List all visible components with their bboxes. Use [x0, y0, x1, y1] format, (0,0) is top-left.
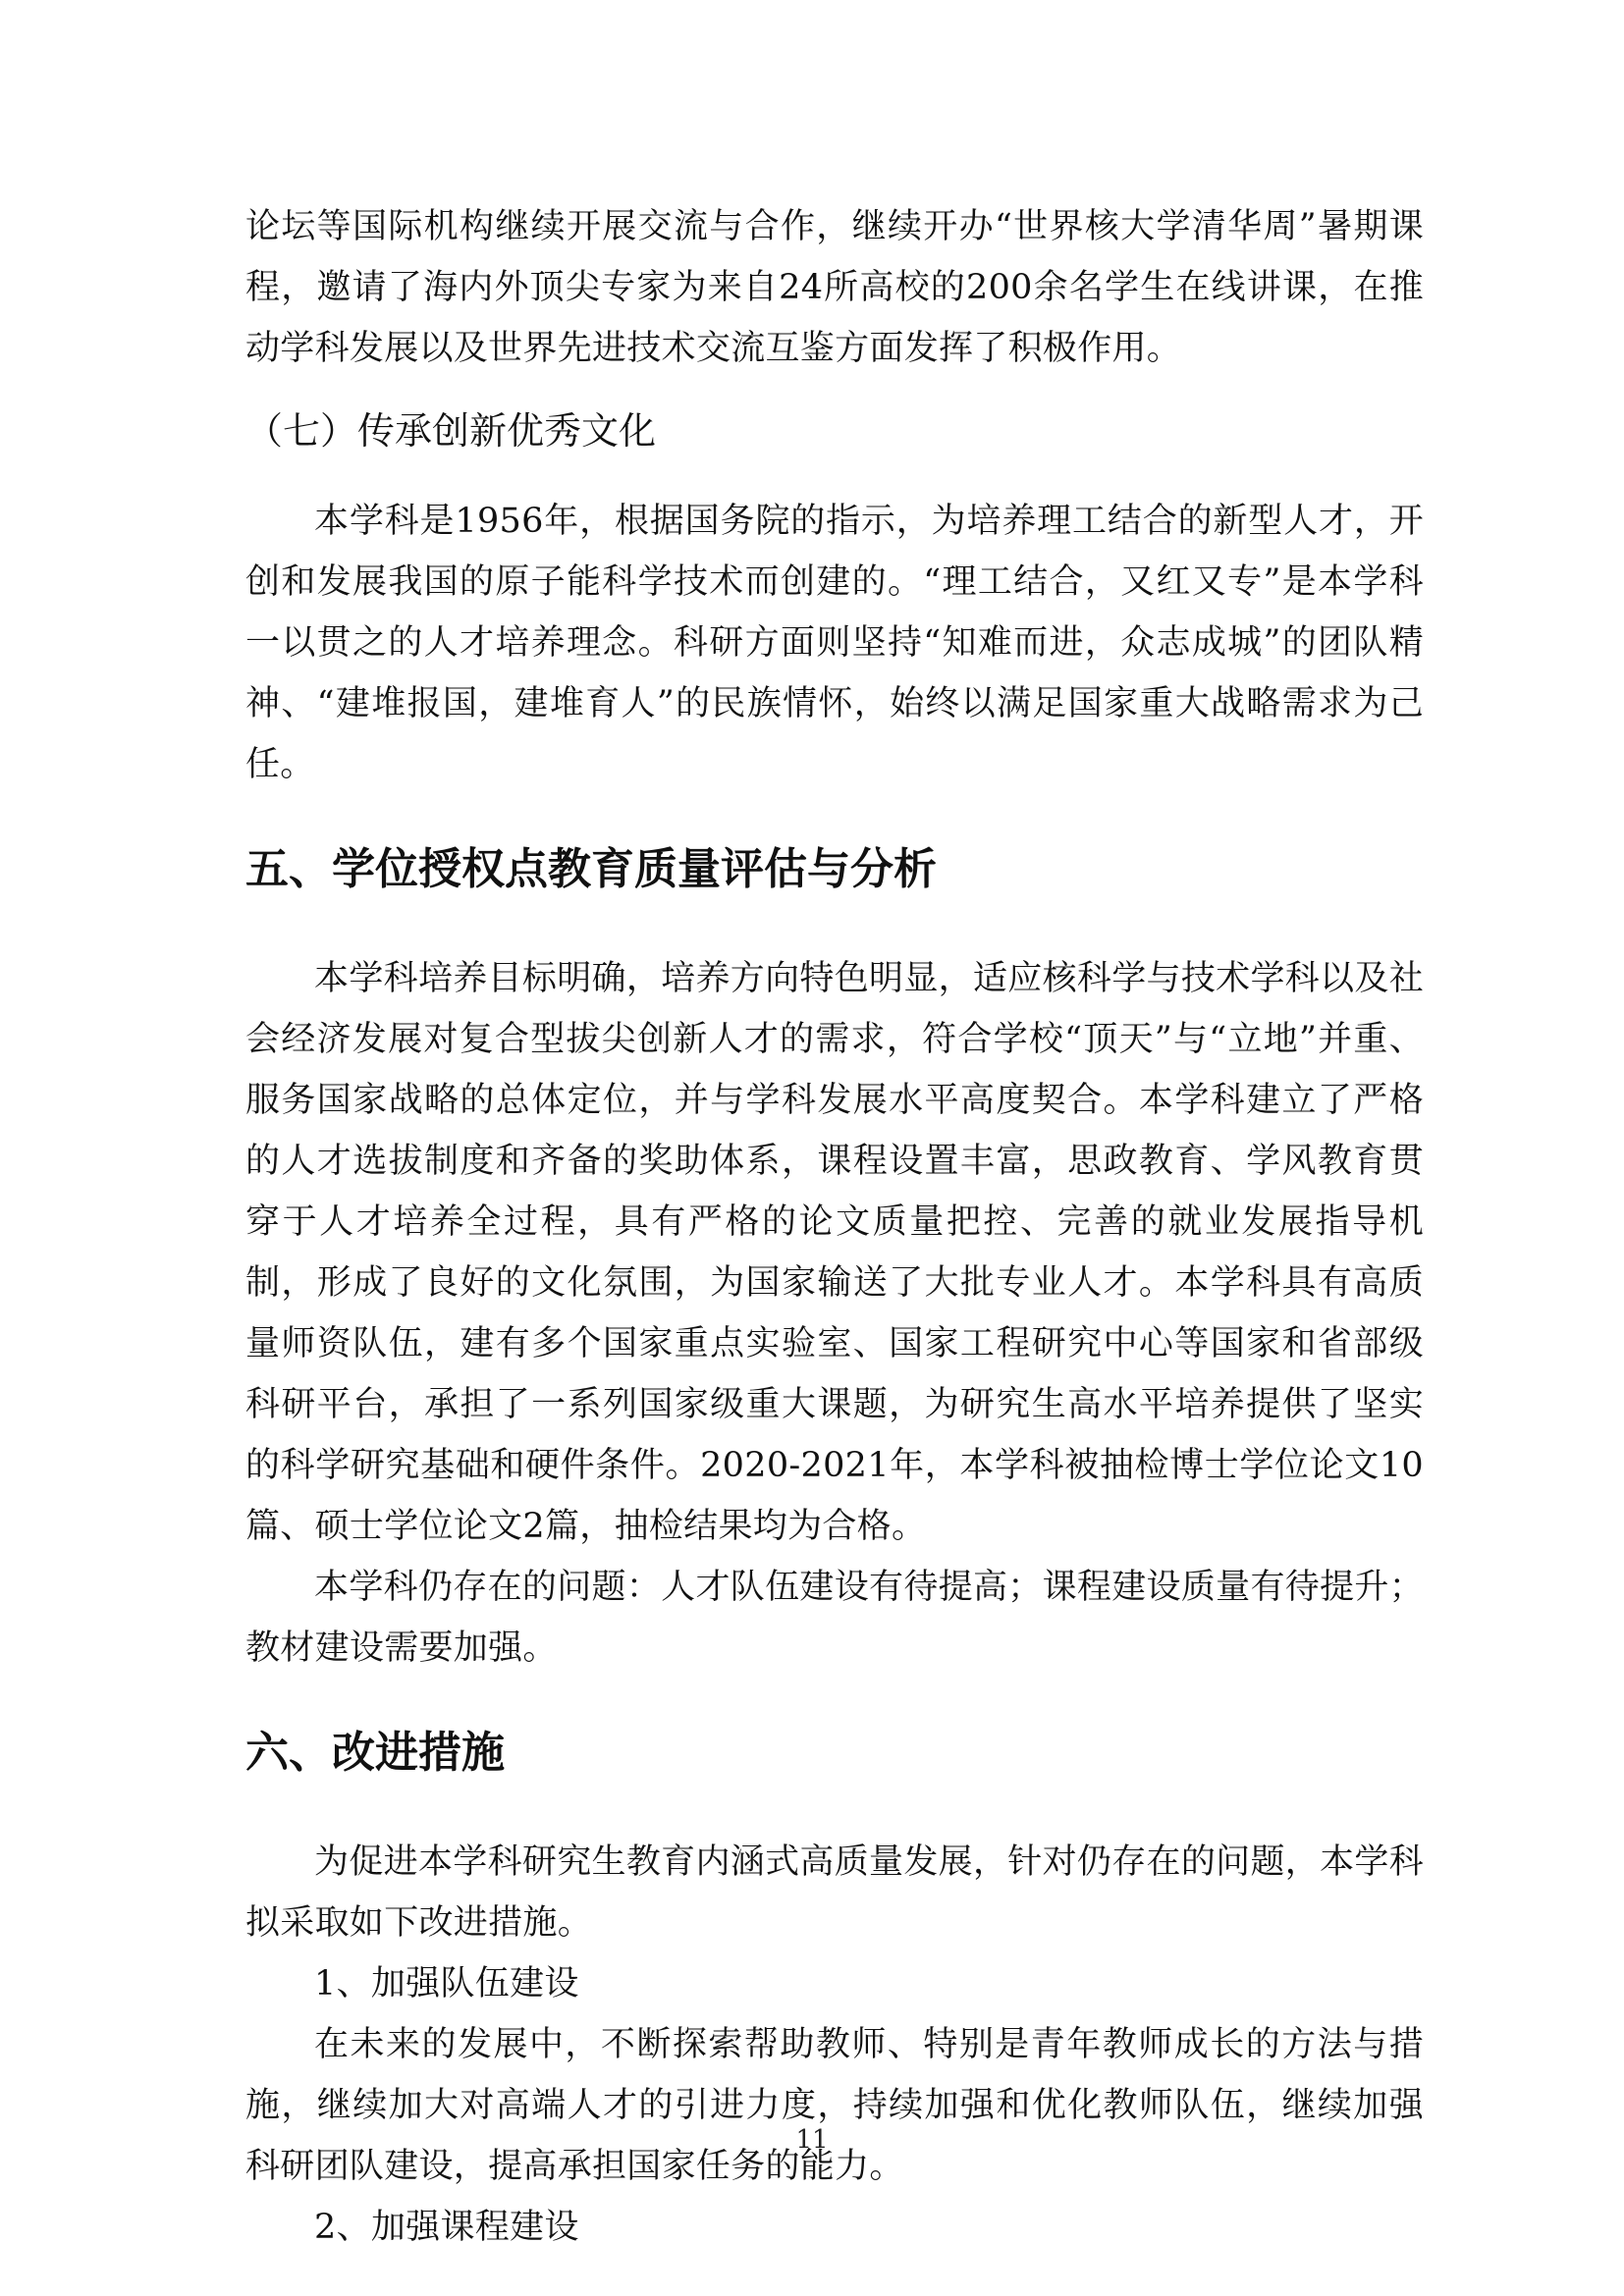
page-number: 11: [795, 2125, 829, 2155]
document-page: [245, 196, 1424, 2258]
item-2-title: 2、加强课程建设: [314, 2208, 579, 2247]
paragraph-culture: 本学科是1956年，根据国务院的指示，为培养理工结合的新型人才，开创和发展我国的原子能科学技术而创建的。“理工结合，又红又专”是本学科一以贯之的人才培养理念。科研方面则坚持“知难而进，众志成城”的团队精神、“建堆报国，建堆育人”的民族情怀，始终以满足国家重大战略需求为己任。: [245, 502, 1424, 784]
paragraph-international-exchange: 论坛等国际机构继续开展交流与合作，继续开办“世界核大学清华周”暑期课程，邀请了海内外顶尖专家为来自24所高校的200余名学生在线讲课，在推动学科发展以及世界先进技术交流互鉴方面发挥了积极作用。: [245, 207, 1424, 368]
paragraph-existing-problems: 本学科仍存在的问题：人才队伍建设有待提高；课程建设质量有待提升；教材建设需要加强。: [245, 1568, 1424, 1668]
heading-section-5: 五、学位授权点教育质量评估与分析: [245, 844, 937, 894]
heading-section-7: （七）传承创新优秀文化: [245, 409, 657, 453]
item-1-text: 在未来的发展中，不断探索帮助教师、特别是青年教师成长的方法与措施，继续加大对高端人才的引进力度，持续加强和优化教师队伍，继续加强科研团队建设，提高承担国家任务的能力。: [245, 2025, 1424, 2186]
heading-section-6: 六、改进措施: [245, 1728, 505, 1778]
paragraph-quality-assessment: 本学科培养目标明确，培养方向特色明显，适应核科学与技术学科以及社会经济发展对复合型拔尖创新人才的需求，符合学校“顶天”与“立地”并重、服务国家战略的总体定位，并与学科发展水平高度契合。本学科建立了严格的人才选拔制度和齐备的奖助体系，课程设置丰富，思政教育、学风教育贯穿于人才培养全过程，具有严格的论文质量把控、完善的就业发展指导机制，形成了良好的文化氛围，为国家输送了大批专业人才。本学科具有高质量师资队伍，建有多个国家重点实验室、国家工程研究中心等国家和省部级科研平台，承担了一系列国家级重大课题，为研究生高水平培养提供了坚实的科学研究基础和硬件条件。2020-2021年，本学科被抽检博士学位论文10篇、硕士学位论文2篇，抽检结果均为合格。: [245, 959, 1424, 1546]
item-1-title: 1、加强队伍建设: [314, 1964, 579, 2003]
paragraph-improvement-intro: 为促进本学科研究生教育内涵式高质量发展，针对仍存在的问题，本学科拟采取如下改进措施。: [245, 1842, 1424, 1943]
